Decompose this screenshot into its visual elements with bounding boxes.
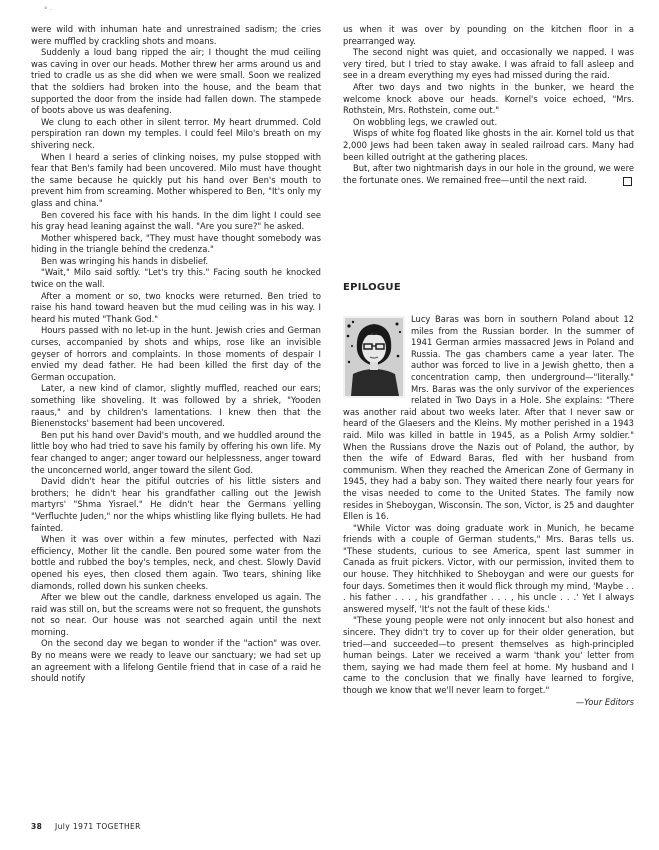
paragraph: After we blew out the candle, darkness enveloped us again. The raid was still on, but the screams were not so frequent, the gunshots not so near. Our house was not searched again until the next morning. [31,592,321,637]
signature-text: —Your Editors [575,696,634,707]
paragraph: "Wait," Milo said softly. "Let's try this." Facing south he knocked twice on the wall. [31,267,321,290]
paragraph: Ben was wringing his hands in disbelief. [41,255,209,266]
paragraph: When I heard a series of clinking noises, my pulse stopped with fear that Ben's family had been uncovered. Milo must have thought the same because he quickly put his hand over Ben's mouth to prevent him from screaming. Mother whispered to Ben, "It's only my glass and china." [31,151,321,208]
epilogue-paragraph: "While Victor was doing graduate work in Munich, he became friends with a couple of German students," Mrs. Baras tells us. "These students, curious to see America, spent last summer in Canada as fruit pickers. Victor, with our permission, invited them to our house. They hitchhiked to Sheboygan and were our guests for four days. Sometimes then it would flick through my mind, 'Maybe . . . his father . . . , his grandfather . . . , his uncle . . .' Yet I always answered myself, 'It's not the fault of these kids.' [343,522,634,614]
paragraph: We clung to each other in silent terror. My heart drummed. Cold perspiration ran down my temples. I could feel Milo's breath on my shivering neck. [31,116,321,150]
author-photo [343,316,405,398]
paragraph: Suddenly a loud bang ripped the air; I thought the mud ceiling was caving in over our heads. Mother threw her arms around us and tried to cradle us as she did when we were small. Soon we realized that the soldiers had broken into the house, and the beam that supported the door from the inside had fallen down. The stampede of boots above us was deafening. [31,47,321,116]
paragraph: Later, a new kind of clamor, slightly muffled, reached our ears; something like shoveling. It was followed by a shriek, "Yooden raaus," and by children's lamentations. I knew then that the Bienenstocks' basement had been uncovered. [31,383,321,429]
epilogue-paragraph: "These young people were not only innocent but also honest and sincere. They didn't try to cover up for their older generation, but tried—and succeeded—to present themselves as high-principled human beings. Later we received a warm 'thank you' letter from them, saying we had made them feel at home. My husband and I came to the conclusion that we finally have learned to forgive, though we know that we'll never learn to forget." [343,615,634,695]
paragraph: David didn't hear the pitiful outcries of his little sisters and brothers; he didn't hear his grandfather calling out the Jewish martyrs' "Shma Yisrael." He didn't hear the Germans yelling "Verfluchte Juden," nor the whips whistling like flying bullets. He had fainted. [31,476,321,533]
paragraph: The second night was quiet, and occasionally we napped. I was very tired, but I tried to stay awake. I was afraid to fall asleep and see in a dream everything my eyes had missed during the raid. [343,47,634,81]
paragraph: After two days and two nights in the bunker, we heard the welcome knock above our heads. Kornel's voice echoed, "Mrs. Rothstein, Mrs. Rothstein, come out." [343,81,634,116]
paragraph: were wild with inhuman hate and unrestrained sadism; the cries were muffled by crackling shots and moans. [31,24,321,46]
paragraph: On wobbling legs, we crawled out. [353,116,498,127]
paragraph: After a moment or so, two knocks were returned. Ben tried to raise his hand toward heaven but the mud ceiling was in his way. I heard his muted "Thank God." [31,290,321,324]
paragraph-text: But, after two nightmarish days in our hole in the ground, we were the fortunate ones. We remained free—until the next raid. [343,163,634,185]
page-number: 38 [31,822,43,831]
paragraph: Hours passed with no let-up in the hunt. Jewish cries and German curses, accompanied by shots and whips, rose like an invisible geyser of horrors and complaints. In those moments of despair I envied my dead father. He had been killed the first day of the German occupation. [31,325,321,382]
epilogue-body [343,314,634,708]
story-left-column [31,24,321,685]
paragraph: Wisps of white fog floated like ghosts in the air. Kornel told us that 2,000 Jews had been taken away in sealed railroad cars. Many had been killed outright at the gathering places. [343,128,634,162]
paragraph: When it was over within a few minutes, perfected with Nazi efficiency, Mother lit the candle. Ben poured some water from the bottle and rubbed the boy's temples, neck, and chest. Slowly David opened his eyes, then closed them again. Two tears, shining like diamonds, rolled down his sunken cheeks. [31,534,321,591]
epilogue-heading: EPILOGUE [343,282,401,293]
paragraph: Mother whispered back, "They must have thought somebody was hiding in the triangle behind the credenza." [31,232,321,255]
paragraph: Ben put his hand over David's mouth, and we huddled around the little boy who had tried to save his family by offering his own life. My fear changed to anger; anger toward our helplessness, anger toward the unconcerned world, anger toward the silent God. [31,429,321,475]
paragraph: us when it was over by pounding on the kitchen floor in a prearranged way. [343,24,634,46]
paragraph: Ben covered his face with his hands. In the dim light I could see his gray head leaning against the wall. "Are you sure?" he asked. [31,209,321,232]
epilogue-paragraph: Lucy Baras was born in southern Poland about 12 miles from the Russian border. In the summer of 1941 German armies massacred Jews in Poland and Russia. The gas chambers came a year later. The author was forced to live in a Jewish ghetto, then a concentration camp, then underground—"literally." Mrs. Baras was the only survivor of the experiences related in Two Days in a Hole. She explains: "There was another raid about two weeks later. After that I never saw or heard of the Glaesers and the Kleins. My mother perished in a 1943 raid. Milo was killed in battle in 1945, as a Polish Army soldier." When the Russians drove the Nazis out of Poland, the author, by then the wife of Edward Baras, fled with her husband from communism. When they reached the American Zone of Germany in 1945, they had a baby son. They waited there nearly four years for the visas needed to come to the United States. The family now resides in Sheboygan, Wisconsin. The son, Victor, is 25 and daughter Ellen is 16. [343,314,634,522]
paragraph: On the second day we began to wonder if the "action" was over. By no means were we ready to leave our sanctuary; we had set up an agreement with a lifelong Gentile friend that in case of a raid he should notify [31,638,321,684]
scan-smudge: ° · [44,6,52,14]
end-of-story-mark [623,177,632,186]
story-right-column [343,24,634,186]
author-portrait-image [343,316,405,398]
publication-line: July 1971 TOGETHER [55,822,141,831]
paragraph [343,163,634,186]
editors-signature [343,697,634,709]
page-footer [31,822,141,831]
